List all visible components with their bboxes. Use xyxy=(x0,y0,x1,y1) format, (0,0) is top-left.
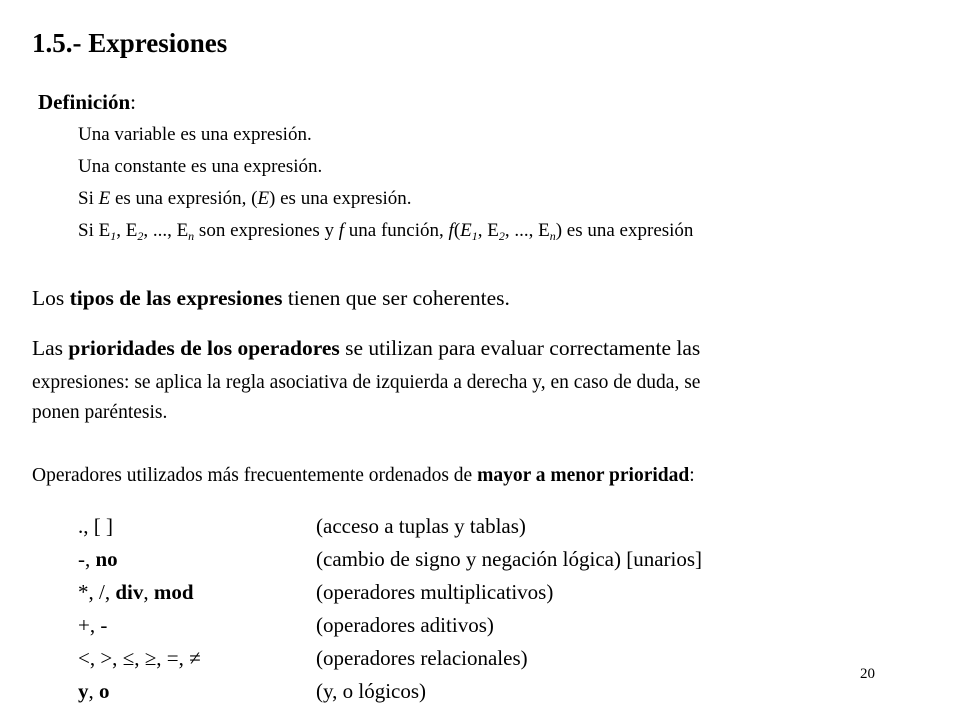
operator-symbols xyxy=(78,646,201,671)
operator-symbols xyxy=(78,613,107,638)
text: , ..., E xyxy=(143,220,189,241)
subscript: 1 xyxy=(110,229,117,243)
subscript: n xyxy=(549,229,556,243)
bold-text: mayor a menor prioridad xyxy=(477,465,690,486)
paragraph-priorities-line-2: expresiones: se aplica la regla asociativa de izquierda a derecha y, en caso de duda, se xyxy=(32,372,701,393)
subscript: 2 xyxy=(498,229,505,243)
bold-text: mod xyxy=(153,580,194,604)
operator-symbols xyxy=(78,580,194,605)
text: ( xyxy=(453,220,461,241)
text: <, >, ≤, ≥, =, ≠ xyxy=(78,646,201,670)
operator-description: (operadores relacionales) xyxy=(316,646,528,670)
paragraph-priorities-line-3: ponen paréntesis. xyxy=(32,402,168,423)
var-f: f xyxy=(448,220,454,241)
operator-description: (operadores multiplicativos) xyxy=(316,580,554,604)
paragraph-types xyxy=(32,286,510,311)
subscript: n xyxy=(188,229,195,243)
text: Si E xyxy=(78,220,111,241)
text: : xyxy=(689,465,695,486)
var-f: f xyxy=(338,220,345,241)
operators-intro xyxy=(32,465,695,487)
text: Los xyxy=(32,286,70,310)
page-title: 1.5.- Expresiones xyxy=(32,28,228,58)
text: , xyxy=(143,580,154,604)
bold-text: no xyxy=(95,547,118,571)
paragraph-priorities-line-1 xyxy=(32,336,700,361)
text: Si xyxy=(78,188,99,209)
text: Operadores utilizados más frecuentemente ordenados de xyxy=(32,465,478,486)
definition-heading xyxy=(38,90,136,115)
text: -, xyxy=(78,547,96,571)
subscript: 1 xyxy=(471,229,478,243)
definition-line-4 xyxy=(78,220,693,242)
bold-text: y xyxy=(78,679,89,703)
bold-text: o xyxy=(99,679,110,703)
bold-text: div xyxy=(115,580,144,604)
text: Las xyxy=(32,336,69,360)
operator-description: (acceso a tuplas y tablas) xyxy=(316,514,526,538)
text: , E xyxy=(116,220,138,241)
text: es una expresión, ( xyxy=(110,188,258,209)
operator-symbols xyxy=(78,547,118,572)
text: +, - xyxy=(78,613,108,637)
page-number: 20 xyxy=(860,666,875,682)
text: se utilizan para evaluar correctamente las xyxy=(339,336,701,360)
var-e: E xyxy=(460,220,472,241)
text: *, /, xyxy=(78,580,116,604)
text: tienen que ser coherentes. xyxy=(282,286,510,310)
bold-text: prioridades de los operadores xyxy=(68,336,340,360)
definition-line-2: Una constante es una expresión. xyxy=(78,156,323,177)
operator-description: (y, o lógicos) xyxy=(316,679,427,703)
text: , ..., E xyxy=(504,220,550,241)
text: una función, xyxy=(344,220,449,241)
operator-symbols xyxy=(78,514,113,539)
definition-heading-colon: : xyxy=(130,90,137,114)
definition-heading-bold: Definición xyxy=(38,90,131,114)
bold-text: tipos de las expresiones xyxy=(69,286,283,310)
text: ) es una expresión. xyxy=(269,188,412,209)
text: son expresiones y xyxy=(194,220,339,241)
var-e: E xyxy=(257,188,270,209)
operator-description: (operadores aditivos) xyxy=(316,613,494,637)
text: , xyxy=(88,679,99,703)
operator-symbols xyxy=(78,679,110,704)
var-e: E xyxy=(98,188,111,209)
definition-line-1: Una variable es una expresión. xyxy=(78,124,312,145)
text: ) es una expresión xyxy=(555,220,694,241)
definition-line-3 xyxy=(78,188,412,210)
text: ., [ ] xyxy=(78,514,113,538)
text: , E xyxy=(477,220,499,241)
subscript: 2 xyxy=(137,229,144,243)
operator-description: (cambio de signo y negación lógica) [unarios] xyxy=(316,547,703,571)
